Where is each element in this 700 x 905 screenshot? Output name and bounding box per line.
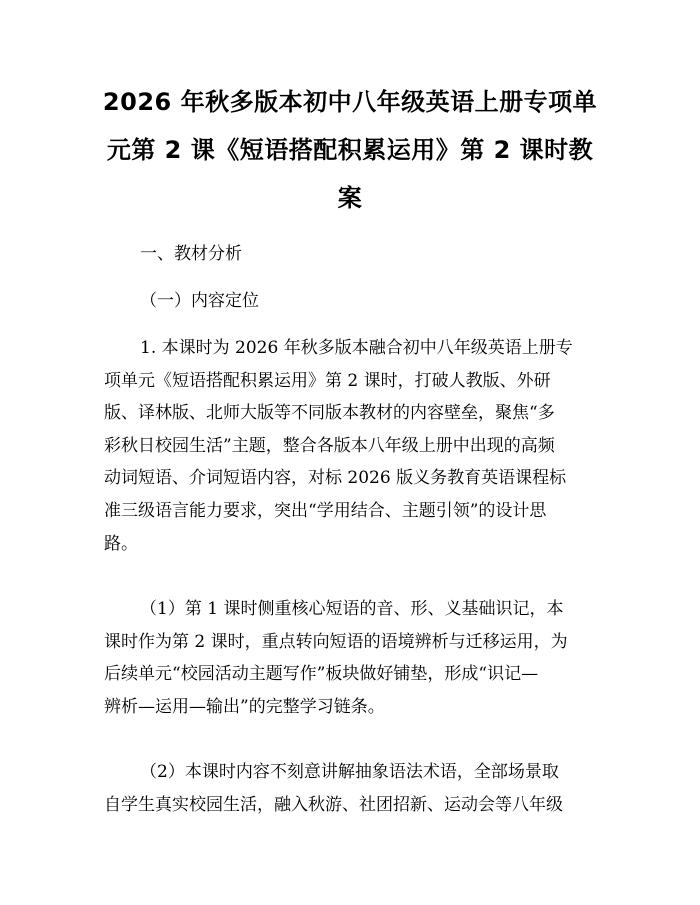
text-line: 彩秋日校园生活”主题，整合各版本八年级上册中出现的高频 — [104, 435, 555, 456]
text-line: 版、译林版、北师大版等不同版本教材的内容壁垒，聚焦“多 — [104, 403, 555, 424]
text-line: 动词短语、介词短语内容，对标 2026 版义务教育英语课程标 — [104, 468, 567, 489]
title-line: 2026 年秋多版本初中八年级英语上册专项单 — [102, 88, 598, 116]
paragraph — [104, 756, 600, 821]
text-line: 准三级语言能力要求，突出“学用结合、主题引领”的设计思 — [104, 500, 547, 521]
text-line: 路。 — [104, 533, 138, 554]
paragraph — [104, 332, 600, 560]
text-line: （1）第 1 课时侧重核心短语的音、形、义基础识记，本 — [140, 599, 564, 619]
subsection-heading: （一）内容定位 — [140, 291, 259, 311]
text-line: 自学生真实校园生活，融入秋游、社团招新、运动会等八年级 — [104, 794, 563, 815]
title-line: 案 — [337, 184, 363, 212]
title-line: 元第 2 课《短语搭配积累运用》第 2 课时教 — [106, 136, 594, 164]
text-line: 项单元《短语搭配积累运用》第 2 课时，打破人教版、外研 — [104, 370, 551, 391]
text-line: 课时作为第 2 课时，重点转向短语的语境辨析与迁移运用，为 — [104, 631, 568, 652]
text-line: 后续单元“校园活动主题写作”板块做好铺垫，形成“识记— — [104, 664, 539, 685]
paragraph — [104, 593, 600, 723]
document-title — [98, 78, 602, 222]
section-heading: 一、教材分析 — [140, 244, 242, 264]
text-line: 1. 本课时为 2026 年秋多版本融合初中八年级英语上册专 — [140, 338, 573, 358]
text-line: 辨析—运用—输出”的完整学习链条。 — [104, 696, 385, 717]
text-line: （2）本课时内容不刻意讲解抽象语法术语，全部场景取 — [140, 762, 559, 782]
